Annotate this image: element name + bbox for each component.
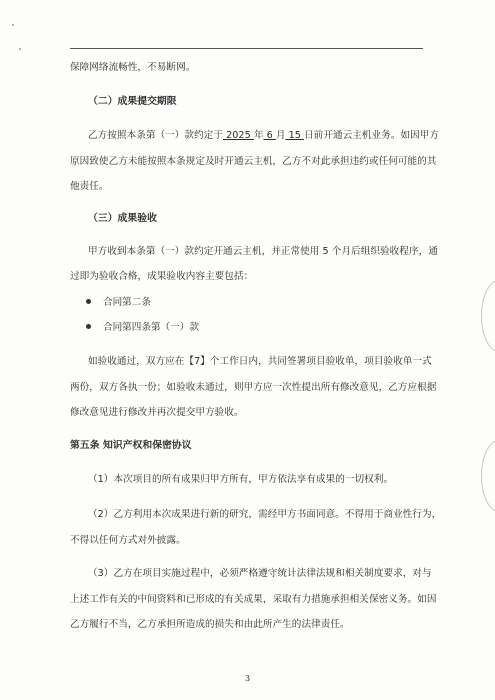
scan-speck [19,48,21,50]
text-line: （3）乙方在项目实施过程中，必须严格遵守统计法律法规和相关制度要求，对与 [88,568,432,579]
date-day: 15 [285,130,305,141]
article-heading: 第五条 知识产权和保密协议 [70,440,192,451]
date-year: 2025 [223,130,254,141]
text-line: 过即为验收合格，成果验收内容主要包括： [70,271,254,282]
section-heading: （二）成果提交期限 [88,96,177,107]
text-line: 两份，双方各执一份；如验收未通过，则甲方应一次性提出所有修改意见，乙方应根据 [70,382,437,393]
bullet-icon [86,299,91,304]
section-heading: （三）成果验收 [88,213,157,224]
text-line: （1）本次项目的所有成果归甲方所有，甲方依法享有成果的一切权利。 [88,474,394,485]
page-number: 3 [244,674,251,683]
bullet-icon [86,324,91,329]
seal-stamp-edge [481,280,495,352]
date-month: 6 [263,130,276,141]
text-line: 保障网络流畅性，不易断网。 [70,62,196,73]
text-line: （2）乙方利用本次成果进行新的研究，需经甲方书面同意。不得用于商业性行为， [88,509,442,520]
text-line: 如验收通过，双方应在【7】个工作日内，共同签署项目验收单，项目验收单一式 [88,356,432,367]
text-line: 乙方按照本条第（一）款约定于 2025 年 6 月 15 日前开通云主机业务。如因甲方 [88,130,440,141]
list-item: 合同第四条第（一）款 [86,322,199,334]
text-line: 修改意见进行修改并再次提交甲方验收。 [70,407,244,418]
text-line: 甲方收到本条第（一）款约定开通云主机，并正常使用 5 个月后组织验收程序，通 [88,246,438,257]
scan-speck [12,24,14,26]
text-line: 乙方履行不当，乙方承担所造成的损失和由此所产生的法律责任。 [70,619,350,630]
header-rule [70,48,423,49]
text-line: 上述工作有关的中间资料和已形成的有关成果，采取有力措施承担相关保密义务。如因 [70,594,437,605]
text-line: 他责任。 [70,181,109,192]
text-line: 原因致使乙方未能按照本条规定及时开通云主机，乙方不对此承担违约或任何可能的其 [70,156,437,167]
seal-stamp-edge [481,440,495,512]
text-line: 不得以任何方式对外披露。 [70,535,186,546]
list-item: 合同第二条 [86,297,151,309]
